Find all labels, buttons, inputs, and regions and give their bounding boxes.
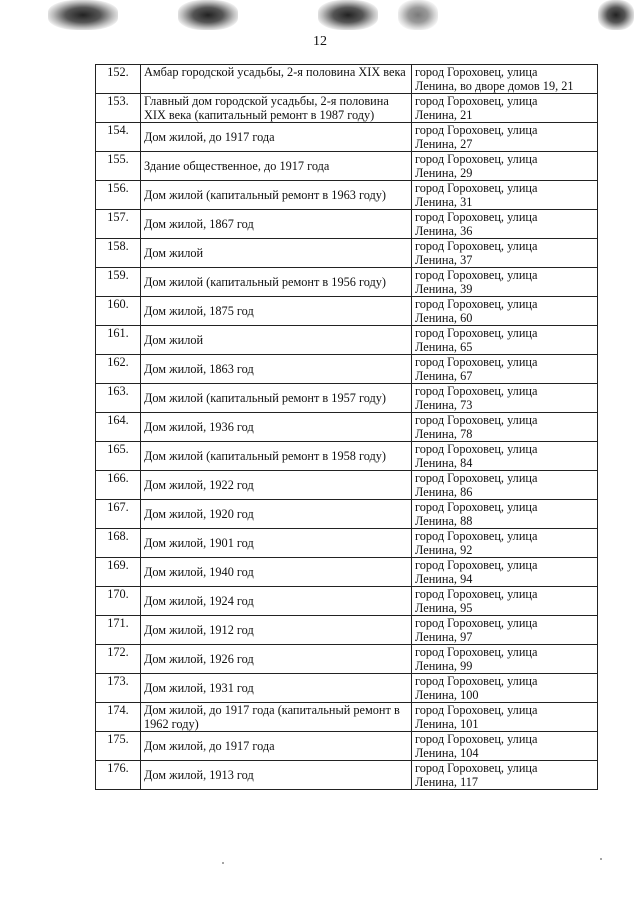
table-row bbox=[96, 384, 598, 413]
object-address bbox=[412, 94, 598, 123]
address-line-1: город Гороховец, улица bbox=[415, 587, 538, 601]
object-name: Дом жилой, 1924 год bbox=[141, 587, 412, 616]
table-row bbox=[96, 703, 598, 732]
object-address bbox=[412, 471, 598, 500]
address-line-1: город Гороховец, улица bbox=[415, 268, 538, 282]
address-line-2: Ленина, 104 bbox=[415, 745, 479, 760]
row-number: 164. bbox=[96, 413, 141, 442]
scan-speck bbox=[600, 858, 602, 860]
row-number: 169. bbox=[96, 558, 141, 587]
object-address bbox=[412, 123, 598, 152]
object-name: Дом жилой, 1901 год bbox=[141, 529, 412, 558]
table-row bbox=[96, 65, 598, 94]
address-line-2: Ленина, 39 bbox=[415, 281, 473, 296]
address-line-2: Ленина, 94 bbox=[415, 571, 473, 586]
row-number: 153. bbox=[96, 94, 141, 123]
address-line-1: город Гороховец, улица bbox=[415, 355, 538, 369]
row-number: 152. bbox=[96, 65, 141, 94]
object-address bbox=[412, 65, 598, 94]
table-row bbox=[96, 413, 598, 442]
row-number: 174. bbox=[96, 703, 141, 732]
object-name: Дом жилой (капитальный ремонт в 1957 году) bbox=[141, 384, 412, 413]
row-number: 162. bbox=[96, 355, 141, 384]
object-address bbox=[412, 587, 598, 616]
address-line-1: город Гороховец, улица bbox=[415, 152, 538, 166]
table-row bbox=[96, 761, 598, 790]
object-name: Дом жилой (капитальный ремонт в 1956 году) bbox=[141, 268, 412, 297]
object-name: Дом жилой (капитальный ремонт в 1963 году) bbox=[141, 181, 412, 210]
table-row bbox=[96, 674, 598, 703]
object-address bbox=[412, 413, 598, 442]
row-number: 173. bbox=[96, 674, 141, 703]
address-line-1: город Гороховец, улица bbox=[415, 326, 538, 340]
address-line-2: Ленина, 101 bbox=[415, 716, 479, 731]
address-line-1: город Гороховец, улица bbox=[415, 471, 538, 485]
row-number: 171. bbox=[96, 616, 141, 645]
table-row bbox=[96, 268, 598, 297]
scan-artifact-far-right bbox=[598, 0, 634, 30]
object-name: Дом жилой, 1936 год bbox=[141, 413, 412, 442]
address-line-2: Ленина, 78 bbox=[415, 426, 473, 441]
address-line-1: город Гороховец, улица bbox=[415, 616, 538, 630]
object-address bbox=[412, 152, 598, 181]
address-line-2: Ленина, 21 bbox=[415, 107, 473, 122]
row-number: 175. bbox=[96, 732, 141, 761]
address-line-1: город Гороховец, улица bbox=[415, 94, 538, 108]
object-name: Дом жилой, 1867 год bbox=[141, 210, 412, 239]
object-address bbox=[412, 558, 598, 587]
object-address bbox=[412, 355, 598, 384]
address-line-2: Ленина, 92 bbox=[415, 542, 473, 557]
object-name: Здание общественное, до 1917 года bbox=[141, 152, 412, 181]
address-line-1: город Гороховец, улица bbox=[415, 645, 538, 659]
object-name: Дом жилой, 1926 год bbox=[141, 645, 412, 674]
address-line-1: город Гороховец, улица bbox=[415, 442, 538, 456]
row-number: 158. bbox=[96, 239, 141, 268]
address-line-1: город Гороховец, улица bbox=[415, 413, 538, 427]
row-number: 165. bbox=[96, 442, 141, 471]
address-line-1: город Гороховец, улица bbox=[415, 732, 538, 746]
table-row bbox=[96, 442, 598, 471]
address-line-2: Ленина, 95 bbox=[415, 600, 473, 615]
address-line-2: Ленина, 29 bbox=[415, 165, 473, 180]
object-name: Дом жилой, 1863 год bbox=[141, 355, 412, 384]
address-line-1: город Гороховец, улица bbox=[415, 384, 538, 398]
table-row bbox=[96, 239, 598, 268]
object-address bbox=[412, 297, 598, 326]
object-name: Дом жилой, 1875 год bbox=[141, 297, 412, 326]
table-row bbox=[96, 616, 598, 645]
address-line-2: Ленина, 27 bbox=[415, 136, 473, 151]
object-address bbox=[412, 500, 598, 529]
table-row bbox=[96, 123, 598, 152]
address-line-1: город Гороховец, улица bbox=[415, 181, 538, 195]
object-name: Главный дом городской усадьбы, 2-я половина XIX века (капитальный ремонт в 1987 году) bbox=[141, 94, 412, 123]
row-number: 176. bbox=[96, 761, 141, 790]
row-number: 157. bbox=[96, 210, 141, 239]
address-line-1: город Гороховец, улица bbox=[415, 529, 538, 543]
object-name: Дом жилой, до 1917 года (капитальный ремонт в 1962 году) bbox=[141, 703, 412, 732]
table-row bbox=[96, 645, 598, 674]
address-line-1: город Гороховец, улица bbox=[415, 703, 538, 717]
object-address bbox=[412, 181, 598, 210]
row-number: 166. bbox=[96, 471, 141, 500]
page-number: 12 bbox=[313, 34, 327, 49]
object-name: Дом жилой, 1920 год bbox=[141, 500, 412, 529]
scan-artifact-center-left bbox=[178, 0, 238, 30]
object-name: Дом жилой bbox=[141, 326, 412, 355]
address-line-1: город Гороховец, улица bbox=[415, 297, 538, 311]
address-line-2: Ленина, 36 bbox=[415, 223, 473, 238]
table-row bbox=[96, 152, 598, 181]
address-line-2: Ленина, 65 bbox=[415, 339, 473, 354]
object-address bbox=[412, 442, 598, 471]
address-line-2: Ленина, во дворе домов 19, 21 bbox=[415, 78, 574, 93]
object-address bbox=[412, 674, 598, 703]
object-name: Дом жилой, до 1917 года bbox=[141, 123, 412, 152]
object-address bbox=[412, 384, 598, 413]
monuments-table-body bbox=[96, 65, 598, 790]
address-line-2: Ленина, 84 bbox=[415, 455, 473, 470]
object-address bbox=[412, 239, 598, 268]
object-name: Дом жилой bbox=[141, 239, 412, 268]
address-line-2: Ленина, 67 bbox=[415, 368, 473, 383]
object-name: Дом жилой, 1940 год bbox=[141, 558, 412, 587]
row-number: 155. bbox=[96, 152, 141, 181]
table-row bbox=[96, 181, 598, 210]
scan-artifact-left bbox=[48, 0, 118, 30]
object-name: Амбар городской усадьбы, 2-я половина XIX века bbox=[141, 65, 412, 94]
table-row bbox=[96, 355, 598, 384]
address-line-1: город Гороховец, улица bbox=[415, 558, 538, 572]
object-address bbox=[412, 703, 598, 732]
row-number: 170. bbox=[96, 587, 141, 616]
object-name: Дом жилой, 1912 год bbox=[141, 616, 412, 645]
address-line-1: город Гороховец, улица bbox=[415, 761, 538, 775]
table-row bbox=[96, 500, 598, 529]
row-number: 160. bbox=[96, 297, 141, 326]
monuments-table bbox=[95, 64, 598, 790]
scan-speck bbox=[222, 862, 224, 864]
table-row bbox=[96, 297, 598, 326]
table-row bbox=[96, 558, 598, 587]
address-line-2: Ленина, 97 bbox=[415, 629, 473, 644]
row-number: 159. bbox=[96, 268, 141, 297]
scan-artifact-right bbox=[398, 0, 438, 30]
object-address bbox=[412, 326, 598, 355]
table-row bbox=[96, 94, 598, 123]
object-name: Дом жилой, 1931 год bbox=[141, 674, 412, 703]
address-line-1: город Гороховец, улица bbox=[415, 210, 538, 224]
table-row bbox=[96, 587, 598, 616]
table-row bbox=[96, 210, 598, 239]
row-number: 154. bbox=[96, 123, 141, 152]
address-line-1: город Гороховец, улица bbox=[415, 123, 538, 137]
address-line-1: город Гороховец, улица bbox=[415, 674, 538, 688]
object-address bbox=[412, 732, 598, 761]
table-row bbox=[96, 326, 598, 355]
table-row bbox=[96, 471, 598, 500]
address-line-2: Ленина, 88 bbox=[415, 513, 473, 528]
address-line-2: Ленина, 99 bbox=[415, 658, 473, 673]
object-address bbox=[412, 645, 598, 674]
object-address bbox=[412, 529, 598, 558]
row-number: 161. bbox=[96, 326, 141, 355]
table-row bbox=[96, 732, 598, 761]
object-name: Дом жилой, 1913 год bbox=[141, 761, 412, 790]
address-line-1: город Гороховец, улица bbox=[415, 65, 538, 79]
object-name: Дом жилой, 1922 год bbox=[141, 471, 412, 500]
address-line-2: Ленина, 37 bbox=[415, 252, 473, 267]
scan-artifact-center-right bbox=[318, 0, 378, 30]
address-line-2: Ленина, 86 bbox=[415, 484, 473, 499]
address-line-1: город Гороховец, улица bbox=[415, 239, 538, 253]
object-address bbox=[412, 761, 598, 790]
row-number: 167. bbox=[96, 500, 141, 529]
object-name: Дом жилой (капитальный ремонт в 1958 году) bbox=[141, 442, 412, 471]
row-number: 163. bbox=[96, 384, 141, 413]
object-address bbox=[412, 210, 598, 239]
address-line-2: Ленина, 31 bbox=[415, 194, 473, 209]
address-line-2: Ленина, 100 bbox=[415, 687, 479, 702]
object-name: Дом жилой, до 1917 года bbox=[141, 732, 412, 761]
object-address bbox=[412, 616, 598, 645]
row-number: 156. bbox=[96, 181, 141, 210]
row-number: 168. bbox=[96, 529, 141, 558]
address-line-1: город Гороховец, улица bbox=[415, 500, 538, 514]
address-line-2: Ленина, 60 bbox=[415, 310, 473, 325]
table-row bbox=[96, 529, 598, 558]
row-number: 172. bbox=[96, 645, 141, 674]
address-line-2: Ленина, 73 bbox=[415, 397, 473, 412]
address-line-2: Ленина, 117 bbox=[415, 774, 479, 789]
object-address bbox=[412, 268, 598, 297]
